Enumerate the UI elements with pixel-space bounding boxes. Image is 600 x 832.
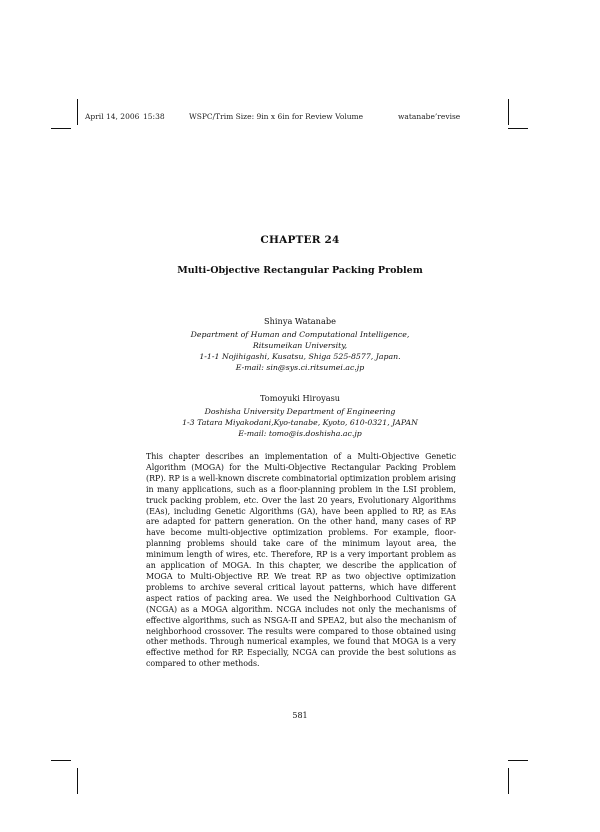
affiliation-line: Doshisha University Department of Engineering — [204, 407, 396, 416]
crop-mark-bottom-left-h — [51, 760, 71, 761]
header-time: 15:38 — [143, 112, 165, 121]
crop-mark-bottom-right-v — [508, 768, 509, 794]
crop-mark-top-right-h — [508, 128, 528, 129]
header-filename: watanabe’revise — [398, 112, 461, 121]
author-email: E-mail: tomo@is.doshisha.ac.jp — [238, 429, 362, 438]
header-date: April 14, 2006 — [85, 112, 140, 121]
affiliation-line: Department of Human and Computational Intelligence, — [190, 330, 410, 339]
chapter-heading: CHAPTER 24 — [260, 234, 340, 246]
crop-mark-bottom-right-h — [508, 760, 528, 761]
header-trim-size: WSPC/Trim Size: 9in x 6in for Review Volume — [189, 112, 364, 121]
affiliation-line: 1-3 Tatara Miyakodani,Kyo-tanabe, Kyoto, 610-0321, JAPAN — [182, 418, 418, 427]
abstract: This chapter describes an implementation of a Multi-Objective Genetic Algorithm (MOGA) for the Multi-Objective Rectangular Packing Problem (RP). RP is a well-known discrete combinatorial optimization problem arising in many applications, such as a floor-planning problem in the LSI problem, truck packing problem, etc. Over the last 20 years, Evolutionary Algorithms (EAs), including Genetic Algorithms (GA), have been applied to RP, as EAs are adapted for pattern generation. On the other hand, many cases of RP have become multi-objective optimization problems. For example, floor-planning problems should take care of the minimum layout area, the minimum length of wires, etc. Therefore, RP is a very important problem as an application of MOGA. In this chapter, we describe the application of MOGA to Multi-Objective RP. We treat RP as two objective optimization problems to archive several critical layout patterns, which have different aspect ratios of packing area. We used the Neighborhood Cultivation GA (NCGA) as a MOGA algorithm. NCGA includes not only the mechanisms of effective algorithms, such as NSGA-II and SPEA2, but also the mechanism of neighborhood crossover. The results were compared to those obtained using other methods. Through numerical examples, we found that MOGA is a very effective method for RP. Especially, NCGA can provide the best solutions as compared to other methods. — [146, 452, 456, 669]
author-email: E-mail: sin@sys.ci.ritsumei.ac.jp — [235, 363, 365, 372]
affiliation-line: Ritsumeikan University, — [252, 341, 348, 350]
author-affiliation — [0, 406, 600, 439]
affiliation-line: 1-1-1 Nojihigashi, Kusatsu, Shiga 525-8577, Japan. — [199, 352, 401, 361]
author-name: Shinya Watanabe — [264, 316, 336, 326]
chapter-title: Multi-Objective Rectangular Packing Problem — [177, 265, 423, 276]
crop-mark-bottom-left-v — [77, 768, 78, 794]
crop-mark-top-left-h — [51, 128, 71, 129]
page-number: 581 — [292, 711, 308, 720]
author-name: Tomoyuki Hiroyasu — [259, 393, 341, 403]
author-affiliation — [0, 329, 600, 373]
crop-mark-top-right-v — [508, 99, 509, 125]
crop-mark-top-left-v — [77, 99, 78, 125]
